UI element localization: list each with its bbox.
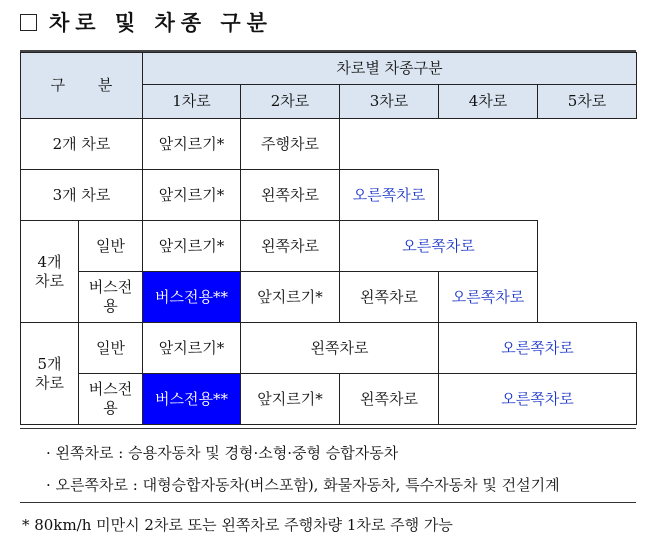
row-label-5-lanes: 5개 차로 — [21, 323, 79, 425]
cell-2-lane1: 앞지르기* — [143, 119, 241, 170]
section-heading — [20, 6, 273, 38]
cell-5b-lane3: 왼쪽차로 — [340, 374, 439, 425]
cell-3-lane2: 왼쪽차로 — [241, 170, 340, 221]
table-row-4-lanes-general — [21, 221, 637, 272]
table-row-5-lanes-general — [21, 323, 637, 374]
empty-area — [340, 119, 637, 170]
table-row-3-lanes — [21, 170, 637, 221]
header-lane-3: 3차로 — [340, 85, 439, 119]
cell-4b-lane2: 앞지르기* — [241, 272, 340, 323]
cell-4g-lane1: 앞지르기* — [143, 221, 241, 272]
heading-text: 차로 및 차종 구분 — [49, 10, 273, 35]
checkbox-square-icon — [20, 14, 37, 31]
cell-4b-lane1-bus-only: 버스전용** — [143, 272, 241, 323]
notes-box — [20, 428, 636, 501]
empty-area — [538, 221, 637, 272]
header-gubun: 구 분 — [21, 53, 143, 119]
table-row-5-lanes-bus — [21, 374, 637, 425]
note-right-lane: · 오른쪽차로 : 대형승합자동차(버스포함), 화물자동차, 특수자동차 및 건설기계 — [46, 476, 560, 494]
cell-5g-lane23: 왼쪽차로 — [241, 323, 439, 374]
cell-3-lane3: 오른쪽차로 — [340, 170, 439, 221]
table-row-2-lanes — [21, 119, 637, 170]
empty-area — [538, 272, 637, 323]
empty-area — [439, 170, 637, 221]
cell-2-lane2: 주행차로 — [241, 119, 340, 170]
cell-5b-lane2: 앞지르기* — [241, 374, 340, 425]
cell-3-lane1: 앞지르기* — [143, 170, 241, 221]
row-label-3-lanes: 3개 차로 — [21, 170, 143, 221]
footnote: * 80km/h 미만시 2차로 또는 왼쪽차로 주행차량 1차로 주행 가능 — [22, 516, 453, 534]
footnote-separator — [20, 502, 636, 503]
sub-label-bus: 버스전 용 — [79, 272, 143, 323]
header-lane-group: 차로별 차종구분 — [143, 53, 637, 85]
cell-4g-lane34: 오른쪽차로 — [340, 221, 538, 272]
header-lane-4: 4차로 — [439, 85, 538, 119]
cell-5g-lane45: 오른쪽차로 — [439, 323, 637, 374]
sub-label-general: 일반 — [79, 221, 143, 272]
cell-5b-lane1-bus-only: 버스전용** — [143, 374, 241, 425]
cell-4g-lane2: 왼쪽차로 — [241, 221, 340, 272]
header-lane-2: 2차로 — [241, 85, 340, 119]
row-label-2-lanes: 2개 차로 — [21, 119, 143, 170]
header-lane-1: 1차로 — [143, 85, 241, 119]
cell-5b-lane45: 오른쪽차로 — [439, 374, 637, 425]
lane-classification-table — [20, 52, 637, 425]
cell-4b-lane3: 왼쪽차로 — [340, 272, 439, 323]
cell-4b-lane4: 오른쪽차로 — [439, 272, 538, 323]
sub-label-general: 일반 — [79, 323, 143, 374]
cell-5g-lane1: 앞지르기* — [143, 323, 241, 374]
header-lane-5: 5차로 — [538, 85, 637, 119]
note-left-lane: · 왼쪽차로 : 승용자동차 및 경형·소형·중형 승합자동차 — [46, 444, 399, 462]
table-row-4-lanes-bus — [21, 272, 637, 323]
row-label-4-lanes: 4개 차로 — [21, 221, 79, 323]
sub-label-bus: 버스전 용 — [79, 374, 143, 425]
